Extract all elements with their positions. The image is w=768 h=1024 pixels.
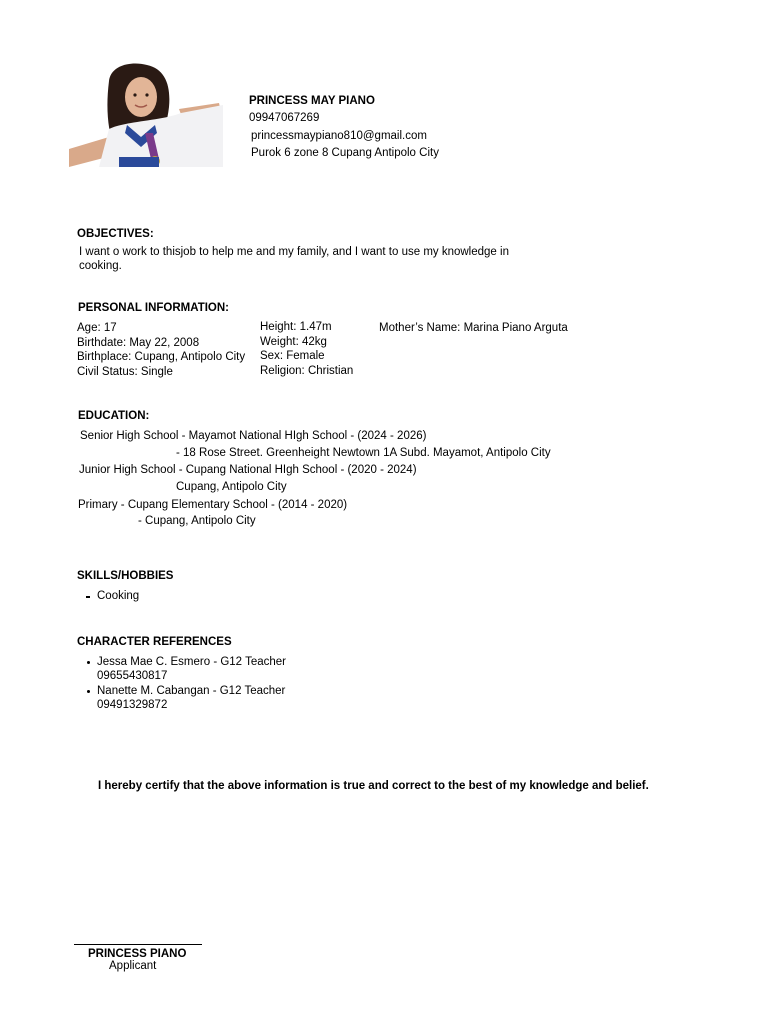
reference-phone: 09491329872 xyxy=(97,699,168,711)
weight: Weight: 42kg xyxy=(260,336,327,348)
religion: Religion: Christian xyxy=(260,365,354,377)
certification-statement: I hereby certify that the above information is true and correct to the best of my knowledge and belief. xyxy=(98,780,649,792)
email-address: princessmaypiano810@gmail.com xyxy=(251,130,427,142)
signature-name: PRINCESS PIANO xyxy=(88,948,187,960)
age: Age: 17 xyxy=(77,322,117,334)
phone-number: 09947067269 xyxy=(249,112,320,124)
junior-high-school: Junior High School - Cupang National HIgh School - (2020 - 2024) xyxy=(79,464,417,476)
bullet-icon xyxy=(87,661,90,664)
height: Height: 1.47m xyxy=(260,321,332,333)
applicant-photo xyxy=(69,63,223,167)
civil-status: Civil Status: Single xyxy=(77,366,173,378)
references-heading: CHARACTER REFERENCES xyxy=(77,636,232,648)
skills-heading: SKILLS/HOBBIES xyxy=(77,570,174,582)
objectives-heading: OBJECTIVES: xyxy=(77,228,154,240)
applicant-name: PRINCESS MAY PIANO xyxy=(249,95,375,107)
sex: Sex: Female xyxy=(260,350,325,362)
education-heading: EDUCATION: xyxy=(78,410,150,422)
primary-school-address: - Cupang, Antipolo City xyxy=(138,515,256,527)
junior-high-address: Cupang, Antipolo City xyxy=(176,481,287,493)
reference-name: Jessa Mae C. Esmero - G12 Teacher xyxy=(97,656,286,668)
signature-role: Applicant xyxy=(109,960,157,972)
objectives-text-line2: cooking. xyxy=(79,260,122,272)
signature-line xyxy=(74,944,202,945)
reference-name: Nanette M. Cabangan - G12 Teacher xyxy=(97,685,286,697)
bullet-icon xyxy=(87,690,90,693)
mother-name: Mother’s Name: Marina Piano Arguta xyxy=(379,322,568,334)
home-address: Purok 6 zone 8 Cupang Antipolo City xyxy=(251,147,439,159)
senior-high-address: - 18 Rose Street. Greenheight Newtown 1A Subd. Mayamot, Antipolo City xyxy=(176,447,551,459)
primary-school: Primary - Cupang Elementary School - (2014 - 2020) xyxy=(78,499,348,511)
personal-info-heading: PERSONAL INFORMATION: xyxy=(78,302,229,314)
senior-high-school: Senior High School - Mayamot National HIgh School - (2024 - 2026) xyxy=(80,430,427,442)
birthdate: Birthdate: May 22, 2008 xyxy=(77,337,200,349)
skill-item: Cooking xyxy=(97,590,140,602)
bullet-icon xyxy=(86,596,90,598)
reference-phone: 09655430817 xyxy=(97,670,168,682)
birthplace: Birthplace: Cupang, Antipolo City xyxy=(77,351,246,363)
objectives-text-line1: I want o work to thisjob to help me and my family, and I want to use my knowledge in xyxy=(79,246,509,258)
